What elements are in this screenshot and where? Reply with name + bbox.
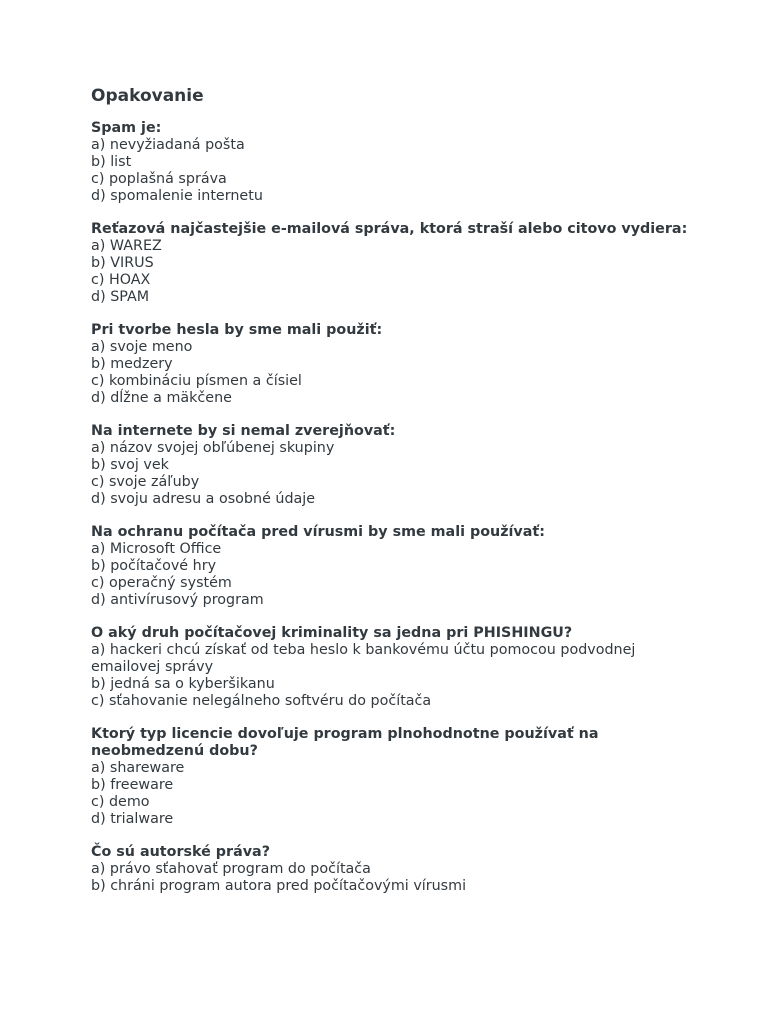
answer-option: b) medzery <box>91 356 173 372</box>
question-3 <box>91 322 691 407</box>
answer-option: a) WAREZ <box>91 238 162 254</box>
question-4 <box>91 423 691 508</box>
answer-option: b) jedná sa o kyberšikanu <box>91 676 275 692</box>
answer-option: b) list <box>91 154 132 170</box>
question-text: Reťazová najčastejšie e-mailová správa, ktorá straší alebo citovo vydiera: <box>91 221 688 237</box>
answer-option: c) operačný systém <box>91 575 232 591</box>
question-6 <box>91 625 691 710</box>
answer-option: b) chráni program autora pred počítačovými vírusmi <box>91 878 467 894</box>
answer-option: a) hackeri chcú získať od teba heslo k bankovému účtu pomocou podvodnej emailovej správy <box>91 642 636 675</box>
answer-option: d) svoju adresu a osobné údaje <box>91 491 316 507</box>
answer-option: b) svoj vek <box>91 457 169 473</box>
answer-option: a) názov svojej obľúbenej skupiny <box>91 440 335 456</box>
question-text: Na internete by si nemal zverejňovať: <box>91 423 396 439</box>
answer-option: a) právo sťahovať program do počítača <box>91 861 371 877</box>
question-1 <box>91 120 691 205</box>
question-2 <box>91 221 691 306</box>
answer-option: c) demo <box>91 794 150 810</box>
answer-option: d) antivírusový program <box>91 592 264 608</box>
answer-option: a) nevyžiadaná pošta <box>91 137 245 153</box>
question-text: O aký druh počítačovej kriminality sa jedna pri PHISHINGU? <box>91 625 573 641</box>
answer-option: b) freeware <box>91 777 174 793</box>
document-title: Opakovanie <box>91 86 204 106</box>
answer-option: b) VIRUS <box>91 255 154 271</box>
question-7 <box>91 726 691 828</box>
answer-option: c) HOAX <box>91 272 151 288</box>
question-text: Spam je: <box>91 120 162 136</box>
answer-option: d) trialware <box>91 811 174 827</box>
answer-option: c) kombináciu písmen a čísiel <box>91 373 302 389</box>
answer-option: c) sťahovanie nelegálneho softvéru do počítača <box>91 693 432 709</box>
answer-option: a) svoje meno <box>91 339 193 355</box>
answer-option: d) SPAM <box>91 289 150 305</box>
document-page <box>91 84 691 911</box>
question-8 <box>91 844 691 895</box>
answer-option: b) počítačové hry <box>91 558 217 574</box>
answer-option: d) spomalenie internetu <box>91 188 263 204</box>
question-text: Na ochranu počítača pred vírusmi by sme mali používať: <box>91 524 545 540</box>
answer-option: a) Microsoft Office <box>91 541 222 557</box>
answer-option: d) dĺžne a mäkčene <box>91 390 232 406</box>
answer-option: c) poplašná správa <box>91 171 227 187</box>
question-5 <box>91 524 691 609</box>
question-text: Čo sú autorské práva? <box>91 844 270 860</box>
question-text: Ktorý typ licencie dovoľuje program plnohodnotne používať na neobmedzenú dobu? <box>91 726 599 759</box>
answer-option: c) svoje záľuby <box>91 474 200 490</box>
answer-option: a) shareware <box>91 760 185 776</box>
question-text: Pri tvorbe hesla by sme mali použiť: <box>91 322 383 338</box>
